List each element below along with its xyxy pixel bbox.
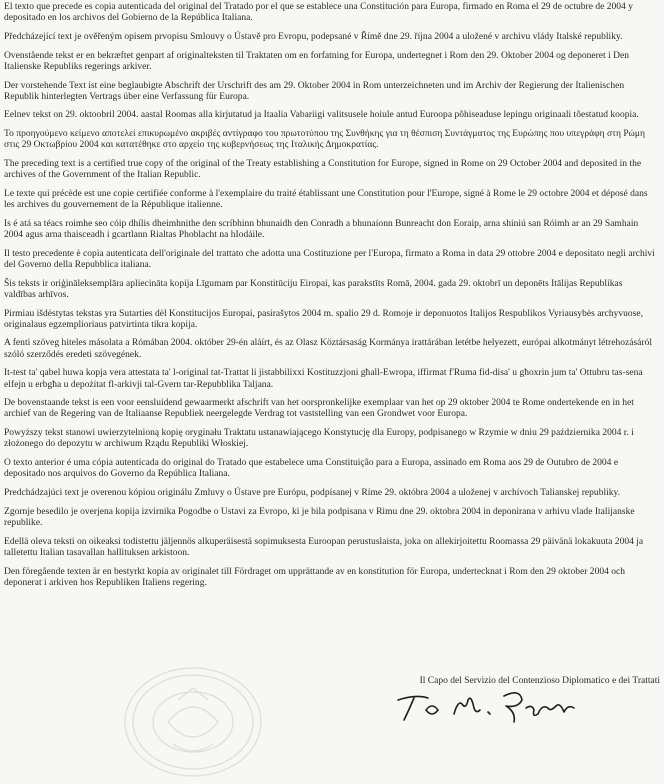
certification-paragraph-sv: Den föregående texten är en bestyrkt kopia av originalet till Fördraget om upprättande av en konstitution för Europa, undertecknat i Rom den 29 oktober 2004 och deponerat i arkiven hos Republiken Italiens regering. <box>4 566 626 588</box>
certification-paragraph-pl: Powyższy tekst stanowi uwierzytelnioną kopię oryginału Traktatu ustanawiającego Konstytucję dla Europy, podpisanego w Rzymie w dniu 29 października 2004 r. i złożonego do depozytu w archiwum Rządu Republiki Włoskiej. <box>4 428 634 450</box>
certification-paragraph-fi: Edellä oleva teksti on oikeaksi todistettu jäljennös alkuperäisestä sopimuksesta Euroopan perustuslaista, joka on allekirjoitettu Roomassa 29 päivänä lokakuuta 2004 ja talletettu Italian tasavallan hallituksen arkistoon. <box>4 536 644 558</box>
certification-paragraph-lt: Pirmiau išdėstytas tekstas yra Sutarties dėl Konstitucijos Europai, pasirašytos 2004 m. spalio 29 d. Romoje ir deponuotos Italijos Respublikos Vyriausybės archyvuose, originalaus egzemplioriaus patvirtinta tikra kopija. <box>4 308 644 330</box>
certification-paragraph-ga: Is é atá sa téacs roimhe seo cóip dhílis dheimhnithe den scríbhinn bhunaidh den Conradh a bhunaíonn Bunreacht don Eoraip, arna shíniú san Róimh ar an 29 Samhain 2004 agus arna thaisceadh i gcartlann Rialtas Phoblacht na hIodáile. <box>4 218 639 241</box>
embossed-seal-icon <box>118 660 268 778</box>
certification-paragraph-da: Ovenstående tekst er en bekræftet genpart af originalteksten til Traktaten om en forfatning for Europa, undertegnet i Rom den 29. Oktober 2004 og deponeret i Den Italienske Republiks regerings arkiver. <box>4 50 630 72</box>
certification-paragraph-fr: Le texte qui précède est une copie certifiée conforme à l'exemplaire du traité établissant une Constitution pour l'Europe, signé à Rome le 29 octobre 2004 et déposé dans les archives du gouvernement de la République italienne. <box>4 188 648 211</box>
certification-texts <box>4 2 656 596</box>
certification-paragraph-sl: Zgornje besedilo je overjena kopija izvirnika Pogodbe o Ustavi za Evropo, ki je bila podpisana v Rimu dne 29. oktobra 2004 in deponirana v arhivu vlade Italijanske republike. <box>4 506 635 528</box>
certification-paragraph-et: Eelnev tekst on 29. oktoobril 2004. aastal Roomas alla kirjutatud ja Itaalia Vabariigi valitsusele hoiule antud Euroopa põhiseaduse lepingu originaali tõestatud koopia. <box>4 110 639 121</box>
certification-paragraph-es: El texto que precede es copia autenticada del original del Tratado por el que se establece una Constitución para Europa, firmado en Roma el 29 de octubre de 2004 y depositado en los archivos del Gobierno de la República Italiana. <box>4 2 633 24</box>
signatory-title: Il Capo del Servizio del Contenzioso Diplomatico e dei Trattati <box>419 676 660 686</box>
certification-paragraph-de: Der vorstehende Text ist eine beglaubigte Abschrift der Urschrift des am 29. Oktober 2004 in Rom unterzeichneten und im Archiv der Regierung der Italienischen Republik hinterlegten Vertrags über eine Verfassung für Europa. <box>4 80 625 102</box>
certification-paragraph-pt: O texto anterior é uma cópia autenticada do original do Tratado que estabelece uma Constituição para a Europa, assinado em Roma aos 29 de Outubro de 2004 e depositado nos arquivos do Governo da República Italiana. <box>4 458 619 480</box>
certification-paragraph-sk: Predchádzajúci text je overenou kópiou originálu Zmluvy o Ústave pre Európu, podpísanej v Ríme 29. októbra 2004 a uloženej v archívoch Talianskej republiky. <box>4 488 621 498</box>
certification-paragraph-cs: Předcházející text je ověřeným opisem prvopisu Smlouvy o Ústavě pro Evropu, podepsané v Římě dne 29. října 2004 a uložené v archivu vlády Italské republiky. <box>4 31 623 42</box>
certification-paragraph-nl: De bovenstaande tekst is een voor eensluidend gewaarmerkt afschrift van het oorspronkelijke exemplaar van het op 29 oktober 2004 te Rome ondertekende en in het archief van de Regering van de Italiaanse Republiek neergelegde Verdrag tot vaststelling van een Grondwet voor Europa. <box>4 398 634 420</box>
certification-paragraph-mt: It-test ta' qabel huwa kopja vera attestata ta' l-original tat-Trattat li jistabbilixxi Kostituzzjoni għall-Ewropa, iffirmat f'Ruma fid-disa' u għoxrin jum ta' Ottubru tas-sena elfejn u erbgħa u depożitat fl-arkivji tal-Gvern tar-Repubblika Taljana. <box>4 368 643 390</box>
handwritten-signature-icon <box>392 686 582 726</box>
certification-paragraph-it: Il testo precedente è copia autenticata dell'originale del trattato che adotta una Costituzione per l'Europa, firmato a Roma in data 29 ottobre 2004 e depositato negli archivi del Governo della Repubblica italiana. <box>4 248 655 270</box>
certification-paragraph-en: The preceding text is a certified true copy of the original of the Treaty establishing a Constitution for Europe, signed in Rome on 29 October 2004 and deposited in the archives of the Government of the Italian Republic. <box>4 159 642 181</box>
certification-paragraph-el: Το προηγούμενο κείμενο αποτελεί επικυρωμένο ακριβές αντίγραφο του πρωτοτύπου της Συνθήκης για τη θέσπιση Συντάγματος της Ευρώπης που υπεγράφη στη Ρώμη στις 29 Οκτωβρίου 2004 και κατατέθηκε στο αρχείο της κυβερνήσεως της Ιταλικής Δημοκρατίας. <box>4 129 646 151</box>
certification-paragraph-lv: Šis teksts ir oriģināleksemplāra apliecināta kopija Līgumam par Konstitūciju Eiropai, kas parakstīts Romā, 2004. gada 29. oktobrī un deponēts Itālijas Republikas valdības arhīvos. <box>4 278 623 300</box>
signature-block <box>330 676 660 687</box>
certification-paragraph-hu: A fenti szöveg hiteles másolata a Rómában 2004. október 29-én aláírt, és az Olasz Köztársaság Kormánya irattárában letétbe helyezett, európai alkotmányt létrehozásáról szóló szerződés eredeti szövegének. <box>4 338 653 360</box>
